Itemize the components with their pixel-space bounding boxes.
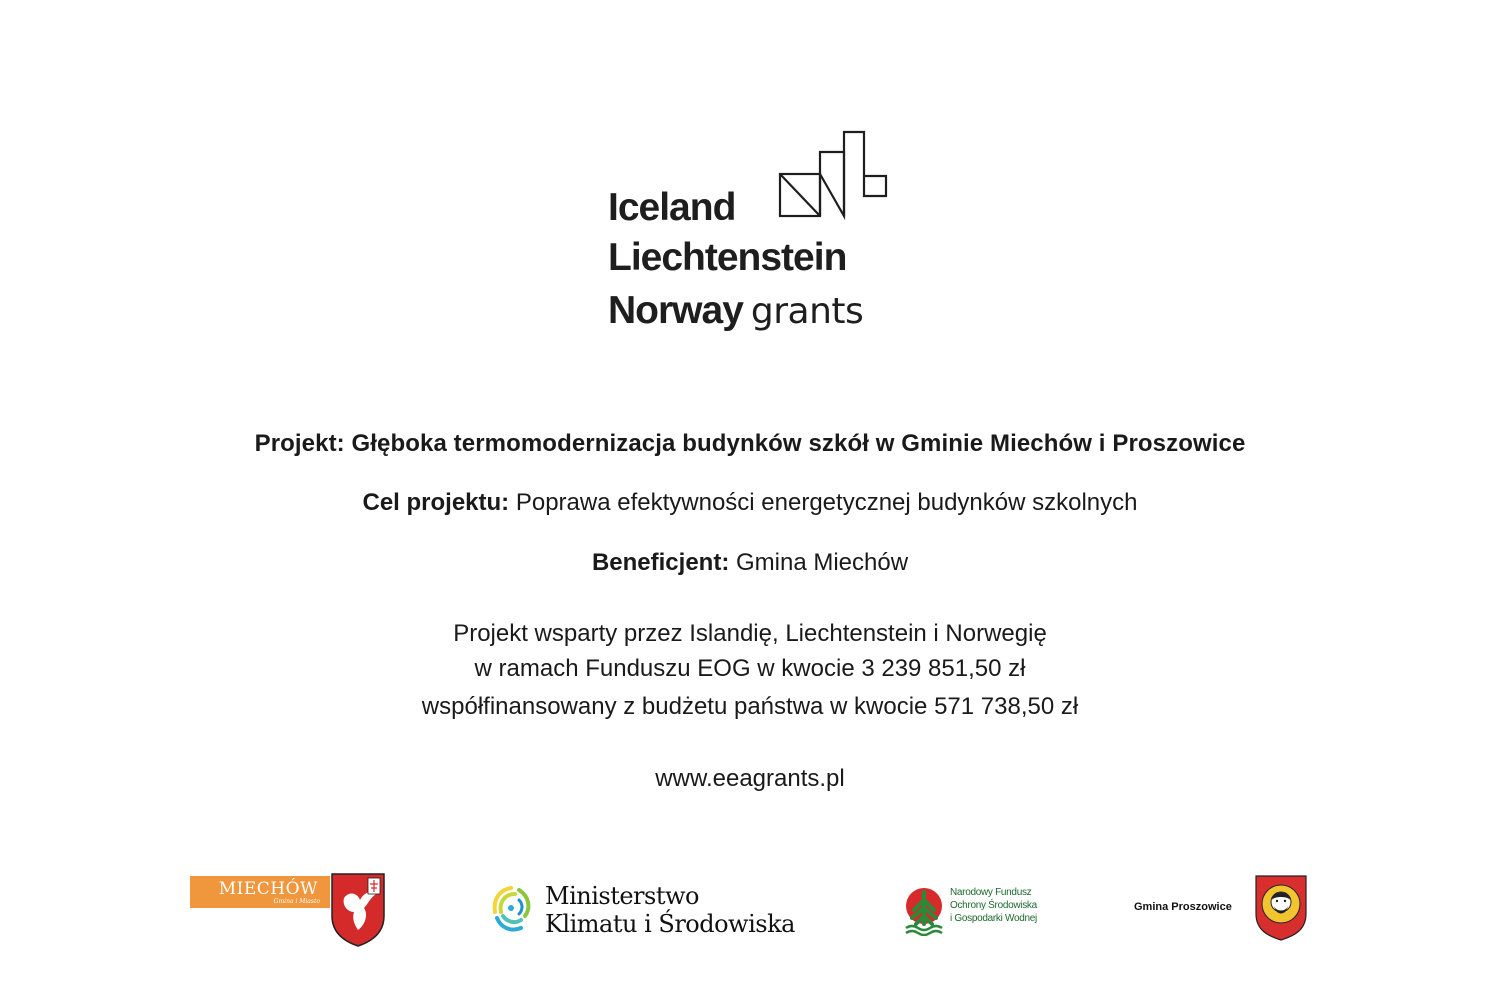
support-line-2: w ramach Funduszu EOG w kwocie 3 239 851,50 zł [474, 655, 1026, 682]
nfosigw-emblem-icon [904, 884, 948, 936]
eea-grants-mark-icon [778, 130, 890, 220]
project-beneficiary-text: Gmina Miechów [729, 549, 909, 576]
project-goal-text: Poprawa efektywności energetycznej budynków szkolnych [509, 489, 1138, 516]
logo-norway: Norway [608, 289, 743, 332]
ministry-emblem-icon [489, 882, 533, 938]
nfosigw-logo [904, 884, 1064, 940]
logo-grants: grants [750, 291, 864, 332]
logo-iceland: Iceland [608, 186, 736, 229]
project-beneficiary [0, 551, 1500, 575]
ministry-name [545, 882, 795, 938]
project-goal [0, 491, 1500, 515]
ministry-line-1: Ministerstwo [545, 882, 699, 910]
nfosigw-line-3: i Gospodarki Wodnej [950, 913, 1037, 924]
miechow-name: MIECHÓW [218, 879, 318, 899]
eea-grants-logo [606, 130, 906, 335]
miechow-subtitle: Gmina i Miasto [273, 898, 320, 905]
logo-norway-line [608, 291, 863, 330]
proszowice-coat-of-arms-icon [1254, 874, 1308, 942]
miechow-logo [190, 872, 390, 948]
project-beneficiary-label: Beneficjent: [591, 549, 730, 576]
ministry-line-2: Klimatu i Środowiska [545, 910, 795, 938]
project-goal-label: Cel projektu: [362, 489, 510, 516]
support-line-3: współfinansowany z budżetu państwa w kwocie 571 738,50 zł [421, 693, 1079, 720]
support-line-1: Projekt wsparty przez Islandię, Liechtenstein i Norwegię [453, 620, 1047, 647]
miechow-coat-of-arms-icon [330, 872, 386, 948]
website-link[interactable]: www.eeagrants.pl [655, 765, 845, 792]
nfosigw-name [950, 886, 1037, 925]
proszowice-name: Gmina Proszowice [1134, 901, 1232, 913]
nfosigw-line-1: Narodowy Fundusz [950, 887, 1032, 898]
logo-liechtenstein: Liechtenstein [608, 236, 847, 279]
project-title: Projekt: Głęboka termomodernizacja budynków szkół w Gminie Miechów i Proszowice [254, 430, 1246, 457]
miechow-band [190, 876, 330, 908]
proszowice-logo [1130, 874, 1310, 944]
nfosigw-line-2: Ochrony Środowiska [950, 900, 1037, 911]
ministry-logo [489, 878, 809, 942]
